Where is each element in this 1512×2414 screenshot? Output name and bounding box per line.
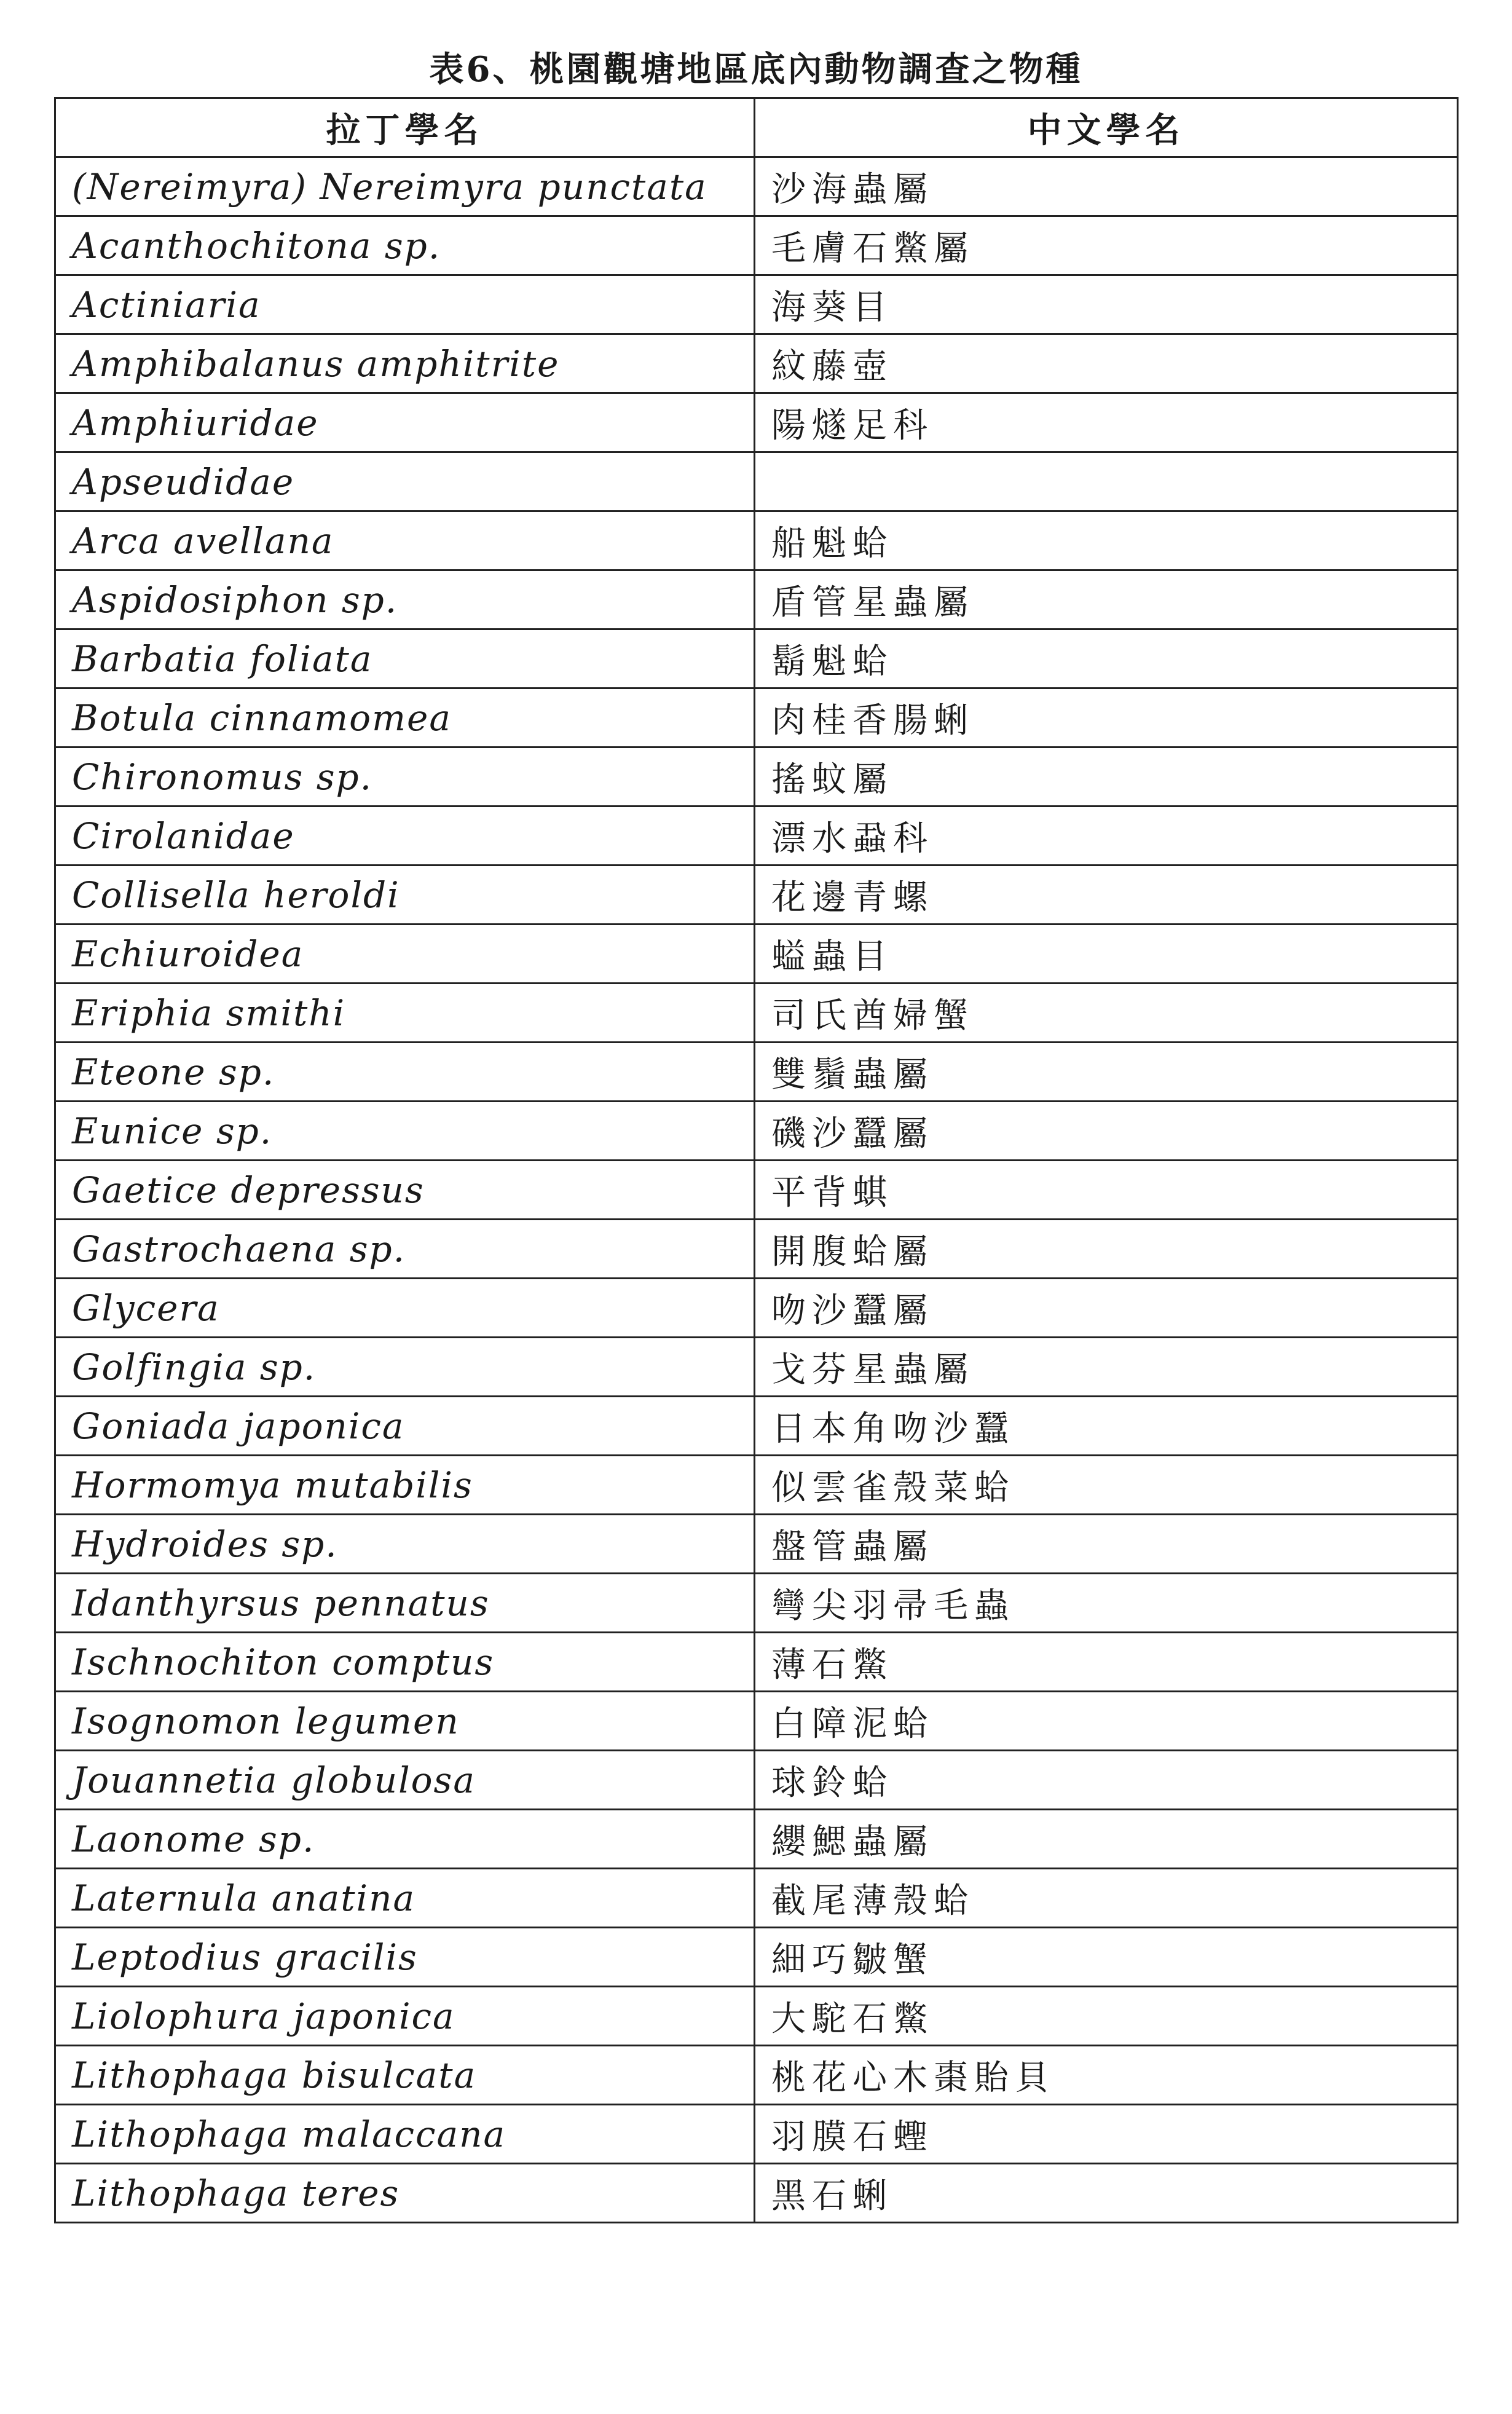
table-row [55,1692,1458,1751]
latin-name-cell: Gaetice depressus [55,1161,755,1220]
table-row [55,1928,1458,1987]
table-row [55,1456,1458,1515]
table-row [55,2164,1458,2223]
chinese-name-cell: 盾管星蟲屬 [755,570,1458,629]
latin-name-cell: Hormomya mutabilis [55,1456,755,1515]
chinese-name-cell: 似雲雀殼菜蛤 [755,1456,1458,1515]
latin-name-cell: Actiniaria [55,275,755,334]
table-row [55,688,1458,747]
table-row [55,984,1458,1043]
chinese-name-cell: 磯沙蠶屬 [755,1102,1458,1161]
table-title: 表6、桃園觀塘地區底內動物調查之物種 [429,49,1083,90]
table-row [55,1574,1458,1633]
table-row [55,1515,1458,1574]
chinese-name-cell: 毛膚石鱉屬 [755,216,1458,275]
header-latin-name: 拉丁學名 [55,98,755,157]
chinese-name-cell: 白障泥蛤 [755,1692,1458,1751]
table-row [55,629,1458,688]
chinese-name-cell: 纓鰓蟲屬 [755,1810,1458,1869]
chinese-name-cell: 沙海蟲屬 [755,157,1458,216]
chinese-name-cell [755,452,1458,511]
latin-name-cell: Hydroides sp. [55,1515,755,1574]
latin-name-cell: Laternula anatina [55,1869,755,1928]
latin-name-cell: Aspidosiphon sp. [55,570,755,629]
table-row [55,570,1458,629]
chinese-name-cell: 盤管蟲屬 [755,1515,1458,1574]
latin-name-cell: Eriphia smithi [55,984,755,1043]
latin-name-cell: Acanthochitona sp. [55,216,755,275]
chinese-name-cell: 截尾薄殼蛤 [755,1869,1458,1928]
chinese-name-cell: 搖蚊屬 [755,747,1458,807]
latin-name-cell: Amphiuridae [55,393,755,452]
table-row [55,511,1458,570]
chinese-name-cell: 海葵目 [755,275,1458,334]
latin-name-cell: Ischnochiton comptus [55,1633,755,1692]
latin-name-cell: Liolophura japonica [55,1987,755,2046]
chinese-name-cell: 雙鬚蟲屬 [755,1043,1458,1102]
table-row [55,1338,1458,1397]
table-row [55,2046,1458,2105]
table-row [55,807,1458,866]
chinese-name-cell: 司氏酋婦蟹 [755,984,1458,1043]
chinese-name-cell: 桃花心木棗貽貝 [755,2046,1458,2105]
latin-name-cell: Cirolanidae [55,807,755,866]
header-chinese-name: 中文學名 [755,98,1458,157]
chinese-name-cell: 陽燧足科 [755,393,1458,452]
table-row [55,275,1458,334]
chinese-name-cell: 漂水蝨科 [755,807,1458,866]
chinese-name-cell: 薄石鱉 [755,1633,1458,1692]
chinese-name-cell: 大駝石鱉 [755,1987,1458,2046]
latin-name-cell: Eteone sp. [55,1043,755,1102]
chinese-name-cell: 球鈴蛤 [755,1751,1458,1810]
chinese-name-cell: 戈芬星蟲屬 [755,1338,1458,1397]
table-row [55,1633,1458,1692]
latin-name-cell: Apseudidae [55,452,755,511]
latin-name-cell: Botula cinnamomea [55,688,755,747]
table-row [55,334,1458,393]
latin-name-cell: (Nereimyra) Nereimyra punctata [55,157,755,216]
table-header-row [55,98,1458,157]
chinese-name-cell: 吻沙蠶屬 [755,1279,1458,1338]
latin-name-cell: Chironomus sp. [55,747,755,807]
table-row [55,216,1458,275]
species-table [54,97,1459,2223]
latin-name-cell: Barbatia foliata [55,629,755,688]
table-row [55,2105,1458,2164]
table-row [55,1161,1458,1220]
table-row [55,157,1458,216]
latin-name-cell: Arca avellana [55,511,755,570]
latin-name-cell: Leptodius gracilis [55,1928,755,1987]
chinese-name-cell: 鬍魁蛤 [755,629,1458,688]
table-row [55,1869,1458,1928]
table-row [55,925,1458,984]
table-row [55,1397,1458,1456]
chinese-name-cell: 紋藤壺 [755,334,1458,393]
latin-name-cell: Idanthyrsus pennatus [55,1574,755,1633]
chinese-name-cell: 羽膜石蟶 [755,2105,1458,2164]
latin-name-cell: Lithophaga teres [55,2164,755,2223]
latin-name-cell: Amphibalanus amphitrite [55,334,755,393]
chinese-name-cell: 日本角吻沙蠶 [755,1397,1458,1456]
chinese-name-cell: 螠蟲目 [755,925,1458,984]
chinese-name-cell: 彎尖羽帚毛蟲 [755,1574,1458,1633]
latin-name-cell: Lithophaga bisulcata [55,2046,755,2105]
table-row [55,1043,1458,1102]
table-row [55,1987,1458,2046]
table-row [55,393,1458,452]
latin-name-cell: Lithophaga malaccana [55,2105,755,2164]
latin-name-cell: Goniada japonica [55,1397,755,1456]
chinese-name-cell: 開腹蛤屬 [755,1220,1458,1279]
chinese-name-cell: 花邊青螺 [755,866,1458,925]
table-row [55,1279,1458,1338]
table-row [55,1751,1458,1810]
latin-name-cell: Echiuroidea [55,925,755,984]
chinese-name-cell: 平背蜞 [755,1161,1458,1220]
chinese-name-cell: 細巧皺蟹 [755,1928,1458,1987]
latin-name-cell: Isognomon legumen [55,1692,755,1751]
latin-name-cell: Laonome sp. [55,1810,755,1869]
table-row [55,1102,1458,1161]
table-row [55,1810,1458,1869]
table-row [55,1220,1458,1279]
chinese-name-cell: 肉桂香腸蜊 [755,688,1458,747]
latin-name-cell: Golfingia sp. [55,1338,755,1397]
chinese-name-cell: 黑石蜊 [755,2164,1458,2223]
latin-name-cell: Glycera [55,1279,755,1338]
chinese-name-cell: 船魁蛤 [755,511,1458,570]
table-row [55,866,1458,925]
latin-name-cell: Gastrochaena sp. [55,1220,755,1279]
table-row [55,747,1458,807]
table-row [55,452,1458,511]
table-body [55,157,1458,2223]
latin-name-cell: Jouannetia globulosa [55,1751,755,1810]
latin-name-cell: Collisella heroldi [55,866,755,925]
latin-name-cell: Eunice sp. [55,1102,755,1161]
